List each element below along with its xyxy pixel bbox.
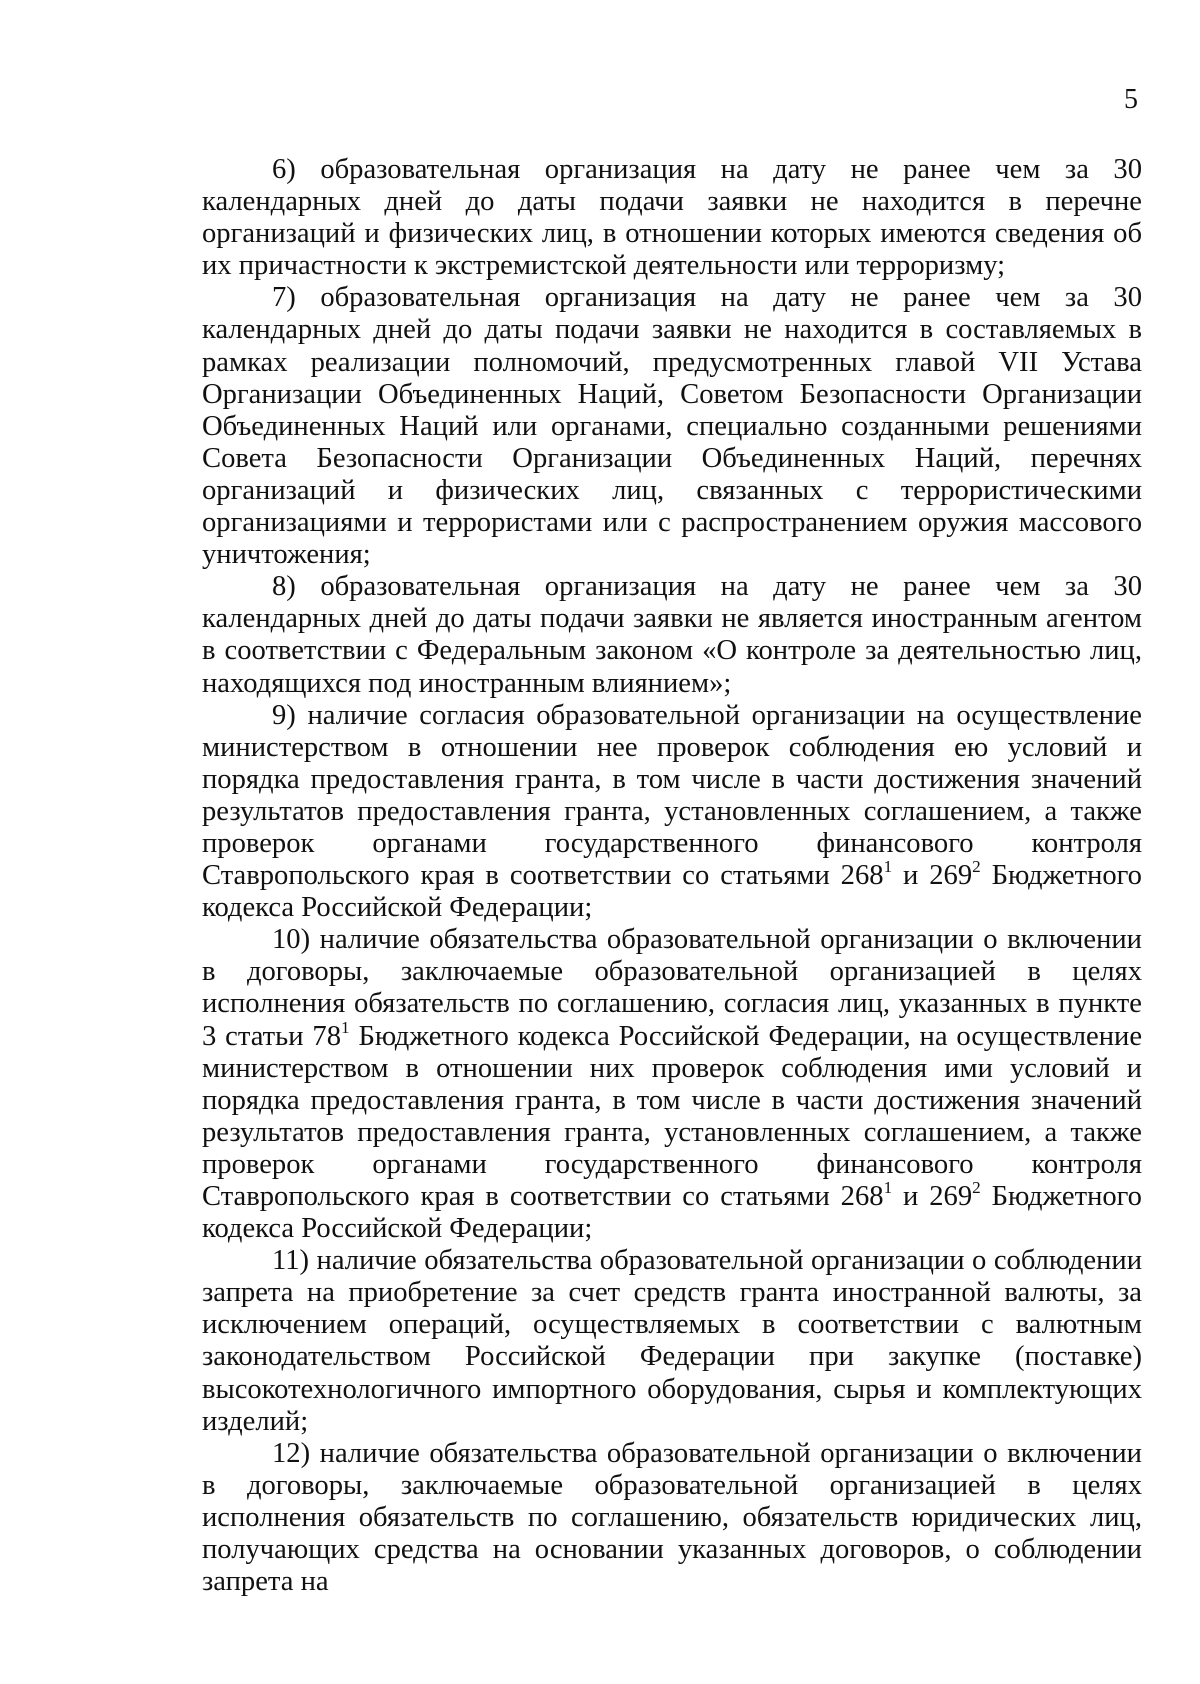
superscript: 2 <box>972 857 981 877</box>
paragraph-item-12: 12) наличие обязательства образовательной организации о включении в договоры, заключаемые образовательной организацией в целях исполнения обязательств по соглашению, обязательств юридических лиц, получающих средства на основании указанных договоров, о соблюдении запрета на <box>202 1437 1142 1598</box>
paragraph-text: 10) наличие обязательства образовательной организации о включении в договоры, заключаемые образовательной организацией в целях исполнения обязательств по соглашению, согласия лиц, указанных в пункте 3 статьи 78 <box>202 924 1142 1052</box>
paragraph-item-10 <box>202 924 1142 1245</box>
paragraph-item-9 <box>202 700 1142 925</box>
superscript: 1 <box>883 857 893 877</box>
document-body <box>202 154 1142 1598</box>
paragraph-item-7: 7) образовательная организация на дату не ранее чем за 30 календарных дней до даты подачи заявки не находится в составляемых в рамках реализации полномочий, предусмотренных главой VII Устава Организации Объединенных Наций, Советом Безопасности Организации Объединенных Наций или органами, специально созданными решениями Совета Безопасности Организации Объединенных Наций, перечнях организаций и физических лиц, связанных с террористическими организациями и террористами или с распространением оружия массового уничтожения; <box>202 282 1142 571</box>
paragraph-text: и 269 <box>892 1181 973 1212</box>
superscript: 2 <box>972 1178 981 1197</box>
paragraph-text: 9) наличие согласия образовательной организации на осуществление министерством в отношении нее проверок соблюдения ею условий и порядка предоставления гранта, в том числе в части достижения значений результатов предоставления гранта, установленных соглашением, а также проверок органами государственного финансового контроля Ставропольского края в соответствии со статьями 268 <box>202 699 1142 892</box>
paragraph-item-6: 6) образовательная организация на дату не ранее чем за 30 календарных дней до даты подачи заявки не находится в перечне организаций и физических лиц, в отношении которых имеются сведения об их причастности к экстремистской деятельности или терроризму; <box>202 154 1142 282</box>
paragraph-text: Бюджетного кодекса Российской Федерации, на осуществление министерством в отношении них проверок соблюдения ими условий и порядка предоставления гранта, в том числе в части достижения значений результатов предоставления гранта, установленных соглашением, а также проверок органами государственного финансового контроля Ставропольского края в соответствии со статьями 268 <box>202 1020 1143 1212</box>
paragraph-text: Бюджетного кодекса Российской Федерации; <box>202 860 1142 924</box>
page-number: 5 <box>1124 84 1138 115</box>
superscript: 1 <box>341 1017 350 1037</box>
paragraph-text: Бюджетного кодекса Российской Федерации; <box>202 1181 1142 1245</box>
superscript: 1 <box>883 1178 893 1197</box>
paragraph-item-11: 11) наличие обязательства образовательной организации о соблюдении запрета на приобретение за счет средств гранта иностранной валюты, за исключением операций, осуществляемых в соответствии с валютным законодательством Российской Федерации при закупке (поставке) высокотехнологичного импортного оборудования, сырья и комплектующих изделий; <box>202 1245 1142 1437</box>
paragraph-text: и 269 <box>892 860 973 892</box>
paragraph-item-8: 8) образовательная организация на дату не ранее чем за 30 календарных дней до даты подачи заявки не является иностранным агентом в соответствии с Федеральным законом «О контроле за деятельностью лиц, находящихся под иностранным влиянием»; <box>202 571 1142 699</box>
